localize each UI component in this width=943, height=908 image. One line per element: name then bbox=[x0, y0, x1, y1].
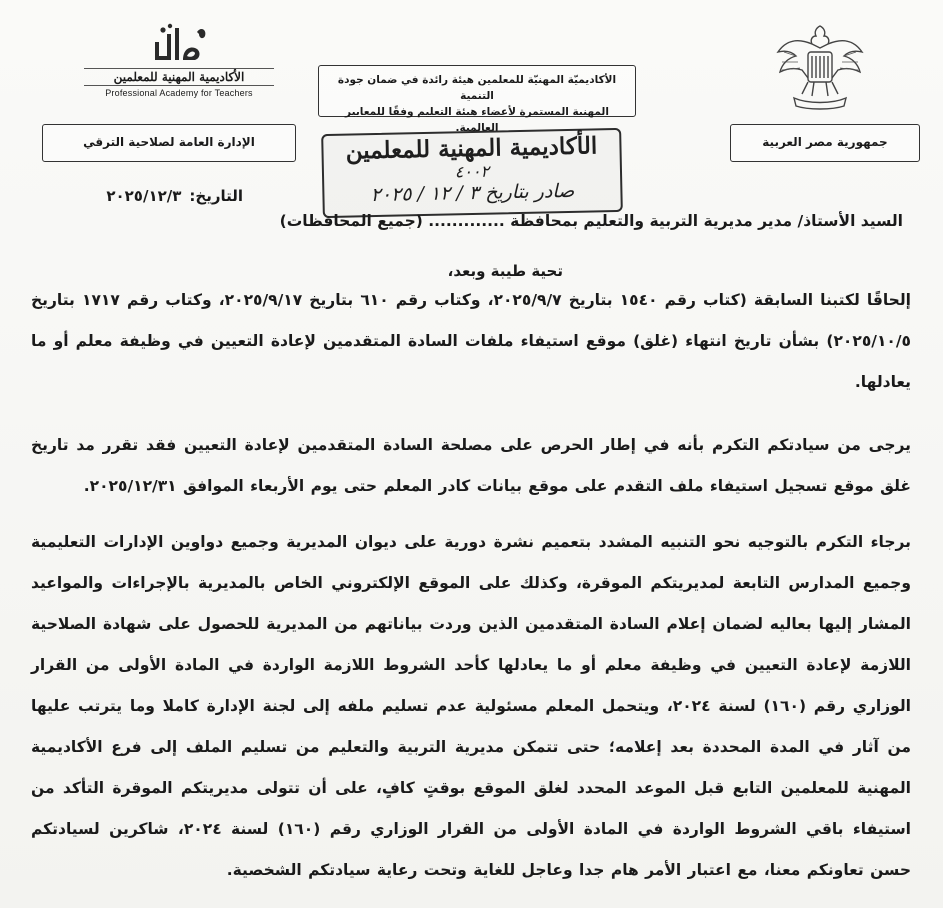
academy-logo-icon bbox=[149, 20, 209, 66]
eagle-emblem-icon bbox=[772, 18, 868, 114]
paragraph-3: برجاء التكرم بالتوجيه نحو التنبيه المشدد بتعميم نشرة دورية على ديوان المديرية وجميع دواوين الإدارات التعليمية وجميع المدارس التابعة لمديريتكم الموقرة، وكذلك على الموقع الإلكتروني الخاص بالمديرية بالإجراءات والمواعيد المشار إليها بعاليه لضمان إعلام السادة المتقدمين الذين وردت بياناتهم من المديرية للحصول على شهادة الصلاحية اللازمة لإعادة التعيين في وظيفة معلم أو ما يعادلها كأحد الشروط اللازمة الواردة في المادة الأولى من القرار الوزاري رقم (١٦٠) لسنة ٢٠٢٤، ويتحمل المعلم مسئولية عدم تسليم ملفه إلى لجنة الإدارة كاملا وما يترتب عليها من آثار في المدة المحددة بعد إعلامه؛ حتى تتمكن مديرية التربية والتعليم من تسليم الملف إلى فرع الأكاديمية المهنية للمعلمين التابع قبل الموعد المحدد لغلق الموقع بوقتٍ كافٍ، على أن تتولى مديريتكم الموقرة التأكد من استيفاء باقي الشروط الواردة في المادة الأولى من القرار الوزاري رقم (١٦٠) لسنة ٢٠٢٤، شاكرين لسيادتكم حسن تعاونكم معنا، مع اعتبار الأمر هام جدا وعاجل للغاية وتحت رعاية سيادتكم الشخصية. bbox=[31, 533, 911, 879]
outgoing-stamp bbox=[321, 128, 623, 218]
department-box: الإدارة العامة لصلاحية الترقي bbox=[42, 124, 296, 162]
paragraph-1: إلحاقًا لكتبنا السابقة (كتاب رقم ١٥٤٠ بتاريخ ٢٠٢٥/٩/٧، وكتاب رقم ٦١٠ بتاريخ ٢٠٢٥/٩/١٧، وكتاب رقم ١٧١٧ بتاريخ ٢٠٢٥/١٠/٥) بشأن تاريخ انتهاء (غلق) موقع استيفاء ملفات السادة المتقدمين لإعادة التعيين في وظيفة معلم أو ما يعادلها. bbox=[31, 291, 911, 391]
stamp-number: ٤٠٠٢ bbox=[454, 161, 490, 182]
date-label: التاريخ: bbox=[189, 187, 243, 205]
paragraph-2: يرجى من سيادتكم التكرم بأنه في إطار الحرص على مصلحة السادة المتقدمين لإعادة التعيين فقد تقرر مد تاريخ غلق موقع تسجيل استيفاء ملف التقدم على موقع بيانات كادر المعلم حتى يوم الأربعاء الموافق ٢٠٢٥/١٢/٣١. bbox=[31, 436, 911, 495]
greeting: تحية طيبة وبعد، bbox=[447, 262, 563, 280]
academy-name-ar: الأكاديمية المهنية للمعلمين bbox=[84, 68, 274, 86]
academy-name-en: Professional Academy for Teachers bbox=[105, 88, 253, 98]
stamp-title: الأكاديمية المهنية للمعلمين bbox=[345, 132, 598, 165]
addressee: السيد الأستاذ/ مدير مديرية التربية والتعليم بمحافظة ............. (جميع المحافظات) bbox=[279, 212, 903, 230]
academy-motto-box bbox=[318, 65, 636, 134]
date-value: ٢٠٢٥/١٢/٣ bbox=[106, 187, 182, 205]
stamp-date: صادر بتاريخ ٣ / ١٢ / ٢٠٢٥ bbox=[370, 179, 575, 207]
motto-line-1: الأكاديميّة المهنيّة للمعلمين هيئة رائدة في ضمان جودة التنمية bbox=[337, 74, 617, 102]
motto-line-2: المهنية المستمرة لأعضاء هيئة التعليم وفقًا للمعايير العالمية. bbox=[345, 106, 609, 134]
country-box: جمهورية مصر العربية bbox=[730, 124, 920, 162]
letter-date bbox=[106, 187, 243, 205]
academy-logo bbox=[84, 20, 274, 112]
